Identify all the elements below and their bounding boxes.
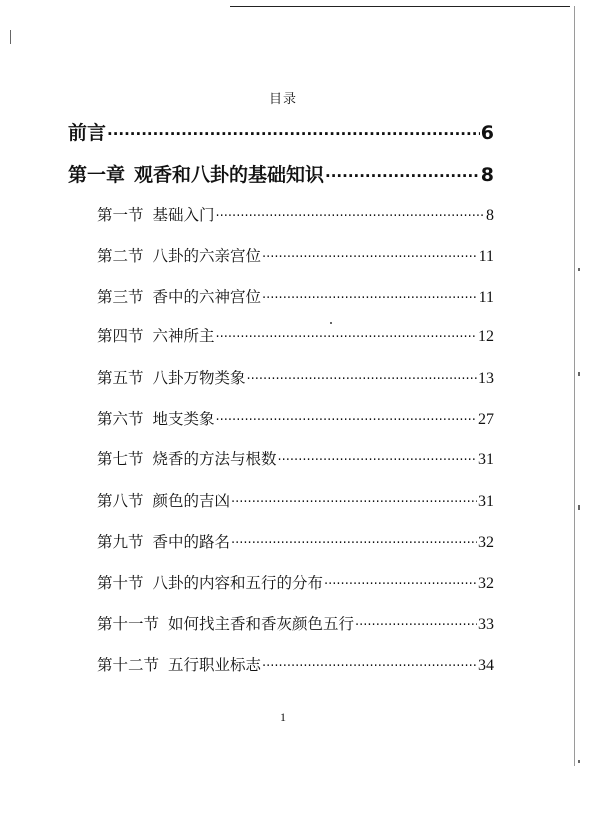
toc-entry-label [97, 489, 230, 511]
toc-entry-title: 基础入门 [152, 206, 215, 224]
toc-entry-label [97, 366, 246, 388]
toc-dot-leader [324, 573, 477, 589]
toc-entry[interactable] [97, 285, 494, 307]
toc-dot-leader [231, 491, 477, 507]
toc-entry-title: 烧香的方法与根数 [152, 450, 277, 468]
toc-entry-page: 33 [478, 616, 494, 633]
toc-title: 目录 [268, 92, 297, 107]
toc-entry[interactable] [97, 447, 494, 469]
toc-entry-label [97, 447, 277, 469]
toc-dot-leader [231, 532, 477, 548]
toc-entry-chapter: 第十二节 [97, 656, 160, 674]
toc-entry[interactable] [97, 324, 494, 346]
toc-entry[interactable] [97, 489, 494, 511]
toc-entry-label [97, 324, 215, 346]
toc-entry-page: 31 [478, 493, 494, 510]
toc-entry-label [97, 244, 261, 266]
page-number: 1 [280, 710, 286, 724]
toc-entry[interactable] [97, 612, 494, 634]
toc-entry-title: 观香和八卦的基础知识 [134, 164, 325, 186]
toc-entry[interactable] [68, 118, 494, 145]
scan-border-top [230, 6, 570, 7]
toc-dot-leader [355, 614, 477, 630]
toc-entry-chapter: 第五节 [97, 369, 144, 387]
toc-entry-chapter: 第四节 [97, 327, 144, 345]
toc-entry-chapter: 第三节 [97, 288, 144, 306]
toc-entry-title: 六神所主 [152, 327, 215, 345]
toc-entry-label [97, 203, 215, 225]
toc-entry-label [97, 407, 215, 429]
toc-entry-title: 如何找主香和香灰颜色五行 [168, 615, 355, 633]
toc-entry-chapter: 第二节 [97, 247, 144, 265]
toc-entry-page: 32 [478, 534, 494, 551]
toc-entry-label [68, 118, 106, 145]
toc-dot-leader [216, 326, 477, 342]
toc-entry-chapter: 第七节 [97, 450, 144, 468]
toc-dot-leader [216, 205, 485, 221]
toc-entry[interactable] [97, 407, 494, 429]
toc-entry-chapter: 第一节 [97, 206, 144, 224]
toc-dot-leader [262, 246, 478, 262]
toc-entry[interactable] [97, 203, 494, 225]
toc-entry[interactable] [97, 244, 494, 266]
toc-entry-title: 地支类象 [152, 410, 215, 428]
scan-speck [578, 505, 580, 510]
toc-entry[interactable] [97, 653, 494, 675]
scan-speck [10, 30, 11, 44]
toc-entry-page: 11 [478, 289, 494, 306]
toc-entry[interactable] [97, 571, 494, 593]
toc-entry-page: 32 [478, 575, 494, 592]
toc-entry-title: 五行职业标志 [168, 656, 262, 674]
toc-entry[interactable] [97, 530, 494, 552]
toc-entry-chapter: 第八节 [97, 492, 144, 510]
toc-entry-label [97, 653, 261, 675]
toc-entry-label [68, 160, 324, 187]
toc-entry-title: 八卦的六亲宫位 [152, 247, 262, 265]
toc-dot-leader [107, 120, 480, 139]
toc-dot-leader [262, 655, 477, 671]
scan-border-right [574, 6, 575, 766]
toc-entry-label [97, 530, 230, 552]
toc-entry-title: 前言 [68, 122, 107, 144]
toc-dot-leader [247, 368, 477, 384]
toc-entry-chapter: 第十一节 [97, 615, 160, 633]
toc-dot-leader [262, 287, 478, 303]
toc-entry-title: 颜色的吉凶 [152, 492, 231, 510]
scan-speck [578, 760, 580, 763]
toc-entry-title: 八卦的内容和五行的分布 [152, 574, 324, 592]
scan-speck [578, 268, 580, 271]
toc-entry-page: 8 [486, 207, 494, 224]
toc-entry-page: 6 [480, 122, 494, 144]
toc-entry-page: 31 [478, 451, 494, 468]
toc-entry[interactable] [68, 160, 494, 187]
toc-entry-page: 34 [478, 657, 494, 674]
toc-entry-chapter: 第九节 [97, 533, 144, 551]
toc-entry-chapter: 第十节 [97, 574, 144, 592]
toc-entry-title: 香中的路名 [152, 533, 231, 551]
toc-dot-leader [216, 409, 477, 425]
toc-entry-chapter: 第六节 [97, 410, 144, 428]
toc-entry-page: 11 [478, 248, 494, 265]
toc-entry-page: 12 [478, 328, 494, 345]
toc-entry-label [97, 612, 354, 634]
toc-entry-label [97, 571, 323, 593]
toc-entry-page: 27 [478, 411, 494, 428]
toc-entry-title: 香中的六神宫位 [152, 288, 262, 306]
scan-speck [578, 372, 580, 376]
toc-entry-title: 八卦万物类象 [152, 369, 246, 387]
toc-entry-page: 8 [480, 164, 494, 186]
toc-entry-chapter: 第一章 [68, 164, 126, 186]
toc-entry[interactable] [97, 366, 494, 388]
toc-entry-label [97, 285, 261, 307]
toc-dot-leader [325, 162, 480, 181]
toc-entry-page: 13 [478, 370, 494, 387]
toc-dot-leader [278, 449, 477, 465]
